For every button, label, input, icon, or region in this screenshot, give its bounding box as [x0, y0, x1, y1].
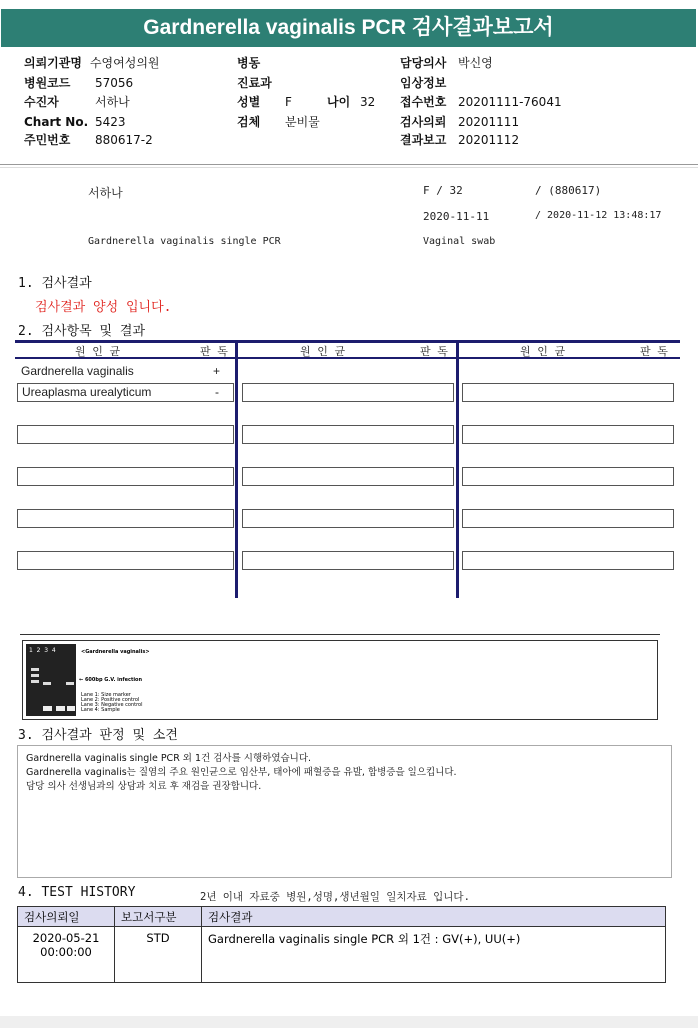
summary-name: 서하나	[88, 186, 123, 200]
id-row	[24, 133, 153, 148]
history-result: Gardnerella vaginalis single PCR 외 1건 : GV(+), UU(+)	[202, 927, 666, 983]
result-cell-empty	[17, 467, 234, 486]
report-value: 20201112	[458, 133, 520, 147]
section1-title: 1. 검사결과	[18, 276, 92, 291]
section4-title: 4. TEST HISTORY	[18, 885, 136, 900]
gel-marker-label: ← 600bp G.V. infection	[79, 677, 143, 683]
age-value: 32	[360, 95, 376, 109]
result-cell-empty	[242, 383, 454, 402]
result-cell-empty	[462, 383, 674, 402]
col-judge-2: 판 독	[420, 345, 448, 358]
result-cell-empty	[242, 551, 454, 570]
summary-test-name: Gardnerella vaginalis single PCR	[88, 236, 281, 247]
gel-marker-text: 600bp G.V. infection	[84, 677, 143, 683]
gel-band	[66, 682, 74, 685]
chart-row	[24, 115, 126, 130]
summary-request-date: 2020-11-11	[423, 210, 490, 223]
history-header-result: 검사결과	[202, 907, 666, 927]
opinion-line-1: Gardnerella vaginalis single PCR 외 1건 검사를 시행하였습니다.	[26, 753, 312, 764]
col-pathogen-2: 원 인 균	[300, 345, 346, 358]
doctor-row	[400, 56, 493, 71]
header-divider-shadow	[0, 167, 698, 168]
result-row-1	[17, 363, 234, 382]
report-row	[400, 133, 519, 148]
report-title: Gardnerella vaginalis PCR 검사결과보고서	[1, 9, 696, 47]
result-cell-empty	[242, 509, 454, 528]
specimen-row	[237, 115, 320, 130]
sex-row	[237, 95, 375, 110]
clinical-row	[400, 76, 458, 91]
request-label: 검사의뢰	[400, 115, 447, 129]
dept-label: 진료과	[237, 76, 272, 90]
result-row-1-judge: +	[212, 364, 220, 378]
gel-legend-4: Lane 4: Sample	[81, 707, 120, 713]
sex-value: F	[285, 95, 292, 109]
result-cell-empty	[17, 551, 234, 570]
result-row-2	[17, 383, 234, 402]
institution-row	[24, 56, 160, 71]
gel-legend-1: Lane 1: Size marker	[81, 692, 131, 698]
history-date: 2020-05-21	[32, 931, 100, 945]
history-table	[17, 906, 666, 983]
history-note: 2년 이내 자료중 병원,성명,생년월일 일치자료 입니다.	[200, 891, 470, 903]
gel-band	[31, 680, 39, 683]
patient-value: 서하나	[95, 95, 130, 109]
gel-divider	[20, 634, 660, 635]
result-cell-empty	[242, 467, 454, 486]
col-judge-1: 판 독	[200, 345, 228, 358]
doctor-value: 박신영	[458, 56, 493, 70]
gel-legend-2: Lane 2: Positive control	[81, 697, 140, 703]
code-label: 병원코드	[24, 76, 71, 90]
gel-band	[31, 674, 39, 677]
report-label: 결과보고	[400, 133, 447, 147]
gel-legend-3: Lane 3: Negative control	[81, 702, 143, 708]
institution-value: 수영여성의원	[89, 56, 160, 70]
patient-row	[24, 95, 130, 110]
result-cell-empty	[242, 425, 454, 444]
history-type: STD	[115, 927, 202, 983]
gel-band	[43, 682, 51, 685]
history-date-cell	[18, 927, 115, 983]
column-divider-1	[235, 340, 238, 598]
result-cell-empty	[17, 425, 234, 444]
col-pathogen-1: 원 인 균	[75, 345, 121, 358]
column-divider-2	[456, 340, 459, 598]
header-divider	[0, 164, 698, 165]
gel-band	[43, 706, 52, 711]
gel-band	[31, 668, 39, 671]
gel-title: <Gardnerella vaginalis>	[81, 649, 150, 655]
gel-band	[56, 706, 65, 711]
specimen-value: 분비물	[285, 115, 320, 129]
result-cell-empty	[17, 509, 234, 528]
dept-row	[237, 76, 272, 91]
gel-electrophoresis-image	[26, 644, 76, 716]
gel-lane-numbers: 1 2 3 4	[29, 647, 56, 654]
section3-title: 3. 검사결과 판정 및 소견	[18, 728, 178, 743]
receipt-value: 20201111-76041	[458, 95, 562, 109]
result-row-1-name: Gardnerella vaginalis	[21, 364, 134, 378]
id-value: 880617-2	[95, 133, 153, 147]
institution-label: 의뢰기관명	[24, 56, 82, 70]
code-row	[24, 76, 133, 91]
result-cell-empty	[462, 551, 674, 570]
result-row-2-judge: -	[215, 385, 219, 399]
patient-label: 수진자	[24, 95, 59, 109]
request-value: 20201111	[458, 115, 520, 129]
code-value: 57056	[95, 76, 134, 90]
gel-image-panel	[22, 640, 658, 720]
summary-report-datetime: / 2020-11-12 13:48:17	[535, 210, 662, 221]
id-label: 주민번호	[24, 133, 71, 147]
result-row-2-name: Ureaplasma urealyticum	[22, 385, 152, 399]
col-pathogen-3: 원 인 균	[520, 345, 566, 358]
summary-sample: Vaginal swab	[423, 236, 496, 247]
opinion-box	[17, 745, 672, 878]
opinion-line-2: Gardnerella vaginalis는 질염의 주요 원인균으로 임산부, 태아에 패혈증을 유발, 합병증을 일으킵니다.	[26, 767, 457, 778]
sex-label: 성별	[237, 95, 261, 109]
specimen-label: 검체	[237, 115, 261, 129]
gel-band	[67, 706, 75, 711]
opinion-line-3: 담당 의사 선생님과의 상담과 치료 후 재검을 권장합니다.	[26, 781, 262, 792]
ward-label: 병동	[237, 56, 261, 70]
receipt-row	[400, 95, 562, 110]
summary-birth: / (880617)	[535, 184, 602, 197]
request-row	[400, 115, 519, 130]
receipt-label: 접수번호	[400, 95, 447, 109]
table-row	[18, 927, 666, 983]
result-summary: 검사결과 양성 입니다.	[35, 300, 172, 315]
col-judge-3: 판 독	[640, 345, 668, 358]
history-time: 00:00:00	[40, 945, 92, 959]
history-header-type: 보고서구분	[115, 907, 202, 927]
chart-label: Chart No.	[24, 115, 89, 129]
summary-sex-age: F / 32	[423, 184, 463, 197]
age-label: 나이	[327, 95, 351, 109]
result-cell-empty	[462, 467, 674, 486]
history-header-date: 검사의뢰일	[18, 907, 115, 927]
doctor-label: 담당의사	[400, 56, 447, 70]
clinical-label: 임상정보	[400, 76, 447, 90]
result-cell-empty	[462, 425, 674, 444]
section2-title: 2. 검사항목 및 결과	[18, 324, 146, 339]
ward-row	[237, 56, 260, 71]
chart-value: 5423	[95, 115, 126, 129]
result-cell-empty	[462, 509, 674, 528]
